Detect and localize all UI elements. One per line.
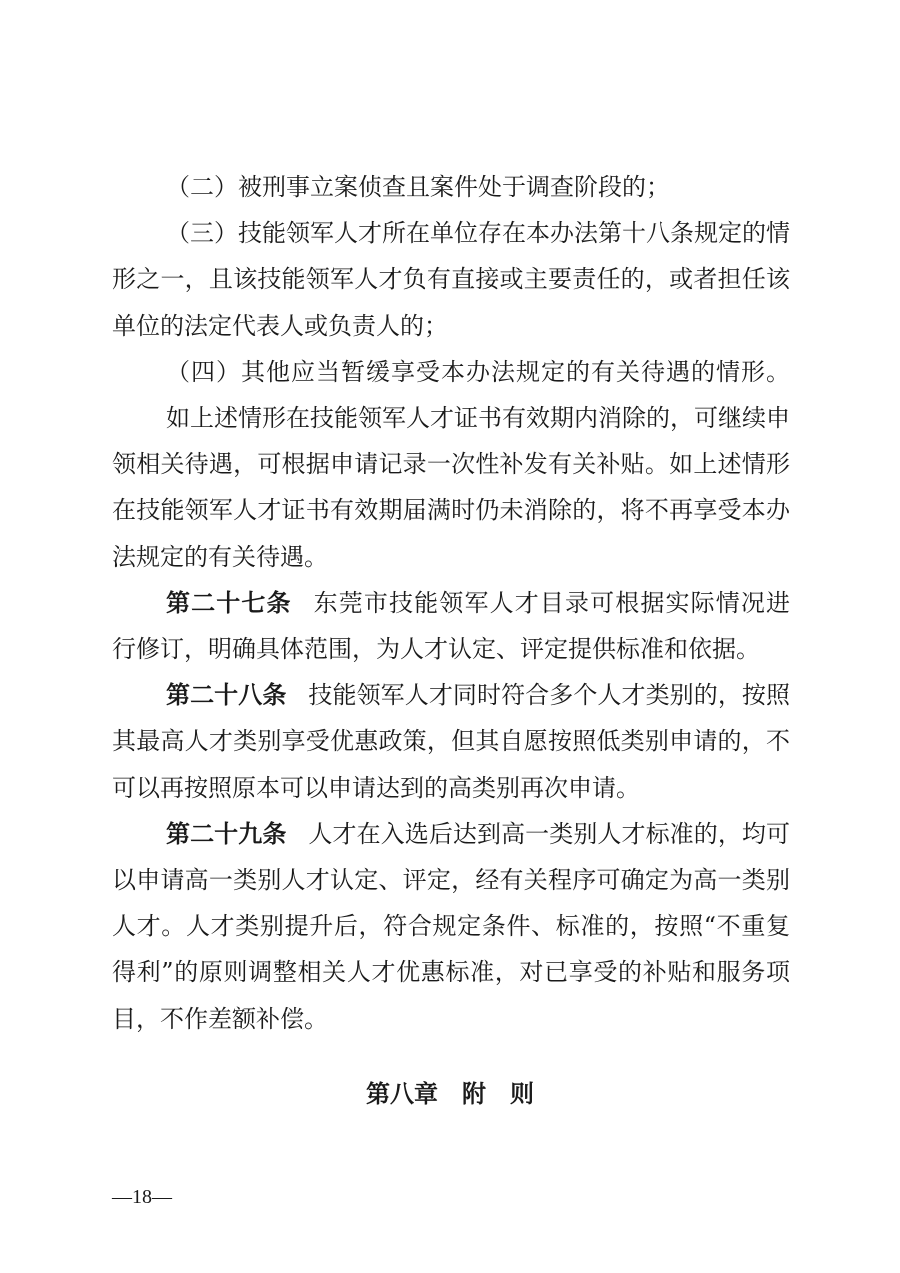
article-text: 技能领军人才同时符合多个人才类别的，按照 [308, 681, 791, 710]
text-line: 可以再按照原本可以申请达到的高类别再次申请。 [112, 773, 640, 802]
page-number: —18— [112, 1186, 172, 1208]
text-line: （四）其他应当暂缓享受本办法规定的有关待遇的情形。 [166, 357, 790, 386]
article-text: 东莞市技能领军人才目录可根据实际情况进 [313, 588, 791, 617]
text-line: 形之一，且该技能领军人才负有直接或主要责任的，或者担任该 [112, 265, 790, 294]
article-28-line [166, 675, 790, 715]
text-line: 目，不作差额补偿。 [112, 1004, 328, 1033]
chapter-title: 第八章 附 则 [366, 1080, 534, 1108]
text-line: （二）被刑事立案侦查且案件处于调查阶段的； [166, 173, 670, 201]
article-27-line [166, 583, 790, 623]
article-number: 第二十七条 [166, 588, 292, 617]
text-line: 单位的法定代表人或负责人的； [112, 311, 448, 340]
article-number: 第二十八条 [166, 681, 287, 710]
text-line: 以申请高一类别人才认定、评定，经有关程序可确定为高一类别 [112, 866, 790, 894]
text-line: 法规定的有关待遇。 [112, 542, 328, 571]
text-line: 在技能领军人才证书有效期届满时仍未消除的，将不再享受本办 [112, 496, 790, 525]
text-line: 如上述情形在技能领军人才证书有效期内消除的，可继续申 [166, 404, 790, 432]
text-line: （三）技能领军人才所在单位存在本办法第十八条规定的情 [166, 219, 790, 248]
text-line: 得利”的原则调整相关人才优惠标准，对已享受的补贴和服务项 [112, 958, 790, 987]
article-number: 第二十九条 [166, 819, 287, 848]
text-line: 行修订，明确具体范围，为人才认定、评定提供标准和依据。 [112, 635, 760, 663]
text-line: 人才。人才类别提升后，符合规定条件、标准的，按照“不重复 [112, 912, 790, 941]
article-29-line [166, 814, 790, 854]
text-line: 其最高人才类别享受优惠政策，但其自愿按照低类别申请的，不 [112, 727, 790, 756]
text-line: 领相关待遇，可根据申请记录一次性补发有关补贴。如上述情形 [112, 450, 790, 479]
article-text: 人才在入选后达到高一类别人才标准的，均可 [308, 819, 791, 848]
